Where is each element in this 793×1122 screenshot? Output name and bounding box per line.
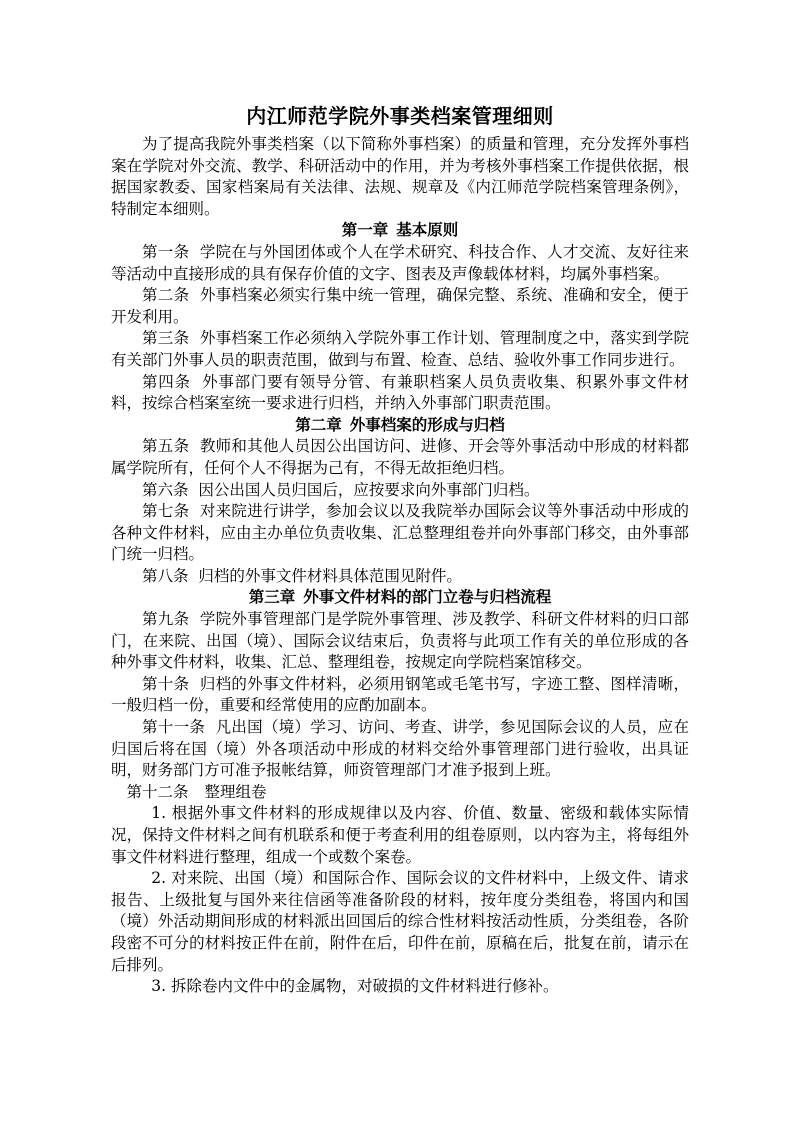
article-label: 第七条 <box>142 502 190 521</box>
article-text: 整理组卷 <box>204 782 267 801</box>
document-title: 内江师范学院外事类档案管理细则 <box>246 104 554 128</box>
article-text: 教师和其他人员因公出国访问、进修、开会等外事活动中形成的材料都属学院所有，任何个人不得据为己有，不得无故拒绝归档。 <box>111 437 689 477</box>
chapter-number: 第一章 <box>341 221 389 240</box>
article-label: 第五条 <box>142 437 190 456</box>
article-paragraph <box>111 609 689 674</box>
chapter-heading <box>111 220 689 242</box>
article-text: 归档的外事文件材料具体范围见附件。 <box>198 566 462 585</box>
chapter-number: 第三章 <box>248 588 296 607</box>
article-label: 第十一条 <box>142 718 206 737</box>
chapter-name: 基本原则 <box>396 221 459 240</box>
chapter-heading <box>111 415 689 437</box>
article-paragraph <box>111 328 689 371</box>
article-paragraph <box>111 566 689 588</box>
article-label: 第三条 <box>142 329 190 348</box>
article-paragraph <box>111 242 689 285</box>
chapter-number: 第二章 <box>295 415 342 434</box>
article-label: 第十条 <box>142 674 190 693</box>
article-text: 凡出国（境）学习、访问、考查、讲学，参见国际会议的人员，应在归国后将在国（境）外各项活动中形成的材料交给外事管理部门进行验收，出具证明，财务部门方可准予报帐结算，师资管理部门才准予报到上班。 <box>111 718 689 780</box>
article-text: 归档的外事文件材料，必须用钢笔或毛笔书写，字迹工整、图样清晰，一般归档一份，重要和经常使用的应酌加副本。 <box>111 674 689 715</box>
article-label: 第九条 <box>142 610 190 629</box>
article-paragraph <box>111 480 689 502</box>
article-label: 第六条 <box>142 480 189 499</box>
article-label: 第十二条 <box>126 782 189 801</box>
article-text: 因公出国人员归国后，应按要求向外事部门归档。 <box>198 480 540 499</box>
article-text: 学院外事管理部门是学院外事管理、涉及教学、科研文件材料的归口部门，在来院、出国（境）、国际会议结束后，负责将与此项工作有关的单位形成的各种外事文件材料，收集、汇总、整理组卷，按规定向学院档案馆移交。 <box>111 610 689 672</box>
chapter-name: 外事档案的形成与归档 <box>349 415 505 434</box>
article-label: 第一条 <box>142 242 190 261</box>
document-page <box>111 102 689 998</box>
article-label: 第四条 <box>142 372 191 391</box>
article-text: 学院在与外国团体或个人在学术研究、科技合作、人才交流、友好往来等活动中直接形成的具有保存价值的文字、图表及声像载体材料，均属外事档案。 <box>111 242 689 283</box>
article-paragraph <box>111 372 689 415</box>
article-label: 第二条 <box>142 286 190 305</box>
article-text: 外事档案必须实行集中统一管理，确保完整、系统、准确和安全，便于开发利用。 <box>111 286 689 326</box>
article-paragraph <box>111 782 689 804</box>
list-item: 3. 拆除卷内文件中的金属物，对破损的文件材料进行修补。 <box>151 977 559 996</box>
article-paragraph <box>111 674 689 717</box>
chapter-name: 外事文件材料的部门立卷与归档流程 <box>303 588 552 607</box>
article-text: 外事部门要有领导分管、有兼职档案人员负责收集、积累外事文件材料，按综合档案室统一要求进行归档，并纳入外事部门职责范围。 <box>111 372 689 413</box>
article-paragraph <box>111 501 689 566</box>
article-paragraph <box>111 436 689 479</box>
article-paragraph <box>111 285 689 328</box>
list-item: 1. 根据外事文件材料的形成规律以及内容、价值、数量、密级和载体实际情况，保持文件材料之间有机联系和便于考查利用的组卷原则，以内容为主，将每组外事文件材料进行整理，组成一个或数个案卷。 <box>111 804 689 866</box>
list-item: 2. 对来院、出国（境）和国际合作、国际会议的文件材料中，上级文件、请求报告、上级批复与国外来往信函等准备阶段的材料，按年度分类组卷，将国内和国（境）外活动期间形成的材料派出回国后的综合性材料按活动性质，分类组卷，各阶段密不可分的材料按正件在前，附件在后，印件在前，原稿在后，批复在前，请示在后排列。 <box>111 869 689 974</box>
article-text: 外事档案工作必须纳入学院外事工作计划、管理制度之中，落实到学院有关部门外事人员的职责范围，做到与布置、检查、总结、验收外事工作同步进行。 <box>111 329 689 369</box>
article-label: 第八条 <box>142 566 189 585</box>
preamble-paragraph: 为了提高我院外事类档案（以下简称外事档案）的质量和管理，充分发挥外事档案在学院对外交流、教学、科研活动中的作用，并为考核外事档案工作提供依据，根据国家教委、国家档案局有关法律、法规、规章及《内江师范学院档案管理条例》，特制定本细则。 <box>111 135 689 218</box>
article-paragraph <box>111 717 689 782</box>
chapter-heading <box>111 587 689 609</box>
article-text: 对来院进行讲学，参加会议以及我院举办国际会议等外事活动中形成的各种文件材料，应由主办单位负责收集、汇总整理组卷并向外事部门移交，由外事部门统一归档。 <box>111 502 689 564</box>
